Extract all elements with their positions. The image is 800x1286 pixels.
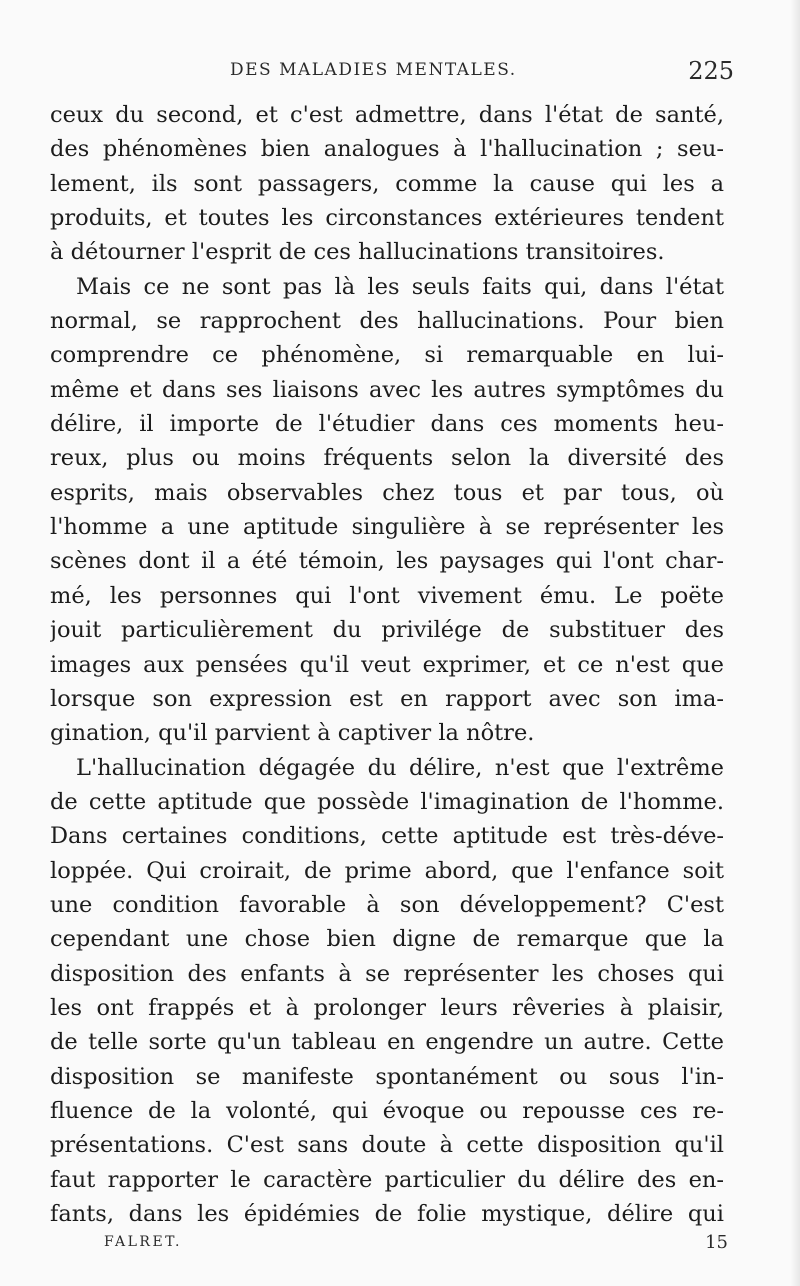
text-line: présentations. C'est sans doute à cette disposition qu'il — [50, 1132, 724, 1159]
text-line: comprendre ce phénomène, si remarquable en lui- — [50, 342, 724, 369]
text-line: loppée. Qui croirait, de prime abord, que l'enfance soit — [50, 857, 724, 884]
text-line: de cette aptitude que possède l'imagination de l'homme. — [50, 788, 724, 815]
text-line: lement, ils sont passagers, comme la cause qui les a — [50, 170, 724, 197]
printer-signature: FALRET. — [104, 1234, 182, 1250]
text-line: esprits, mais observables chez tous et par tous, où — [50, 479, 724, 506]
paragraph-start-line: Mais ce ne sont pas là les seuls faits qui, dans l'état — [76, 273, 724, 300]
page-header — [50, 57, 734, 90]
text-line: cependant une chose bien digne de remarque que la — [50, 926, 724, 953]
text-line: une condition favorable à son développement? C'est — [50, 891, 724, 918]
text-line: reux, plus ou moins fréquents selon la diversité des — [50, 445, 724, 472]
page-footer — [50, 1232, 734, 1256]
text-line: fluence de la volonté, qui évoque ou repousse ces re- — [50, 1097, 724, 1124]
text-line: normal, se rapprochent des hallucinations. Pour bien — [50, 308, 724, 335]
text-line: les ont frappés et à prolonger leurs rêveries à plaisir, — [50, 994, 724, 1021]
text-line: ceux du second, et c'est admettre, dans l'état de santé, — [50, 102, 724, 128]
text-line: jouit particulièrement du privilége de substituer des — [50, 617, 724, 644]
text-line: disposition des enfants à se représenter les choses qui — [50, 960, 724, 987]
text-line: l'homme a une aptitude singulière à se représenter les — [50, 514, 724, 541]
text-line: des phénomènes bien analogues à l'hallucination ; seu- — [50, 136, 724, 163]
text-line: disposition se manifeste spontanément ou sous l'in- — [50, 1063, 724, 1090]
running-title: DES MALADIES MENTALES. — [230, 60, 517, 80]
sheet-number: 15 — [705, 1232, 728, 1253]
body-text — [50, 98, 724, 1231]
paragraph-start-line: L'hallucination dégagée du délire, n'est que l'extrême — [76, 754, 724, 781]
text-line: images aux pensées qu'il veut exprimer, et ce n'est que — [50, 651, 724, 678]
text-line: produits, et toutes les circonstances extérieures tendent — [50, 205, 724, 232]
text-line: faut rapporter le caractère particulier du délire des en- — [50, 1166, 724, 1193]
text-line: à détourner l'esprit de ces hallucinations transitoires. — [50, 239, 665, 266]
text-line: même et dans ses liaisons avec les autres symptômes du — [50, 376, 724, 403]
text-line: fants, dans les épidémies de folie mystique, délire qui — [50, 1201, 724, 1227]
text-line: mé, les personnes qui l'ont vivement ému. Le poëte — [50, 582, 724, 609]
text-line: lorsque son expression est en rapport avec son ima- — [50, 685, 724, 712]
text-line: Dans certaines conditions, cette aptitude est très-déve- — [50, 823, 724, 850]
text-line: scènes dont il a été témoin, les paysages qui l'ont char- — [50, 548, 724, 575]
scan-edge-shadow — [790, 0, 800, 1286]
text-line: gination, qu'il parvient à captiver la nôtre. — [50, 720, 535, 747]
text-line: délire, il importe de l'étudier dans ces moments heu- — [50, 411, 724, 438]
page-number: 225 — [688, 57, 734, 85]
text-line: de telle sorte qu'un tableau en engendre un autre. Cette — [50, 1029, 724, 1056]
